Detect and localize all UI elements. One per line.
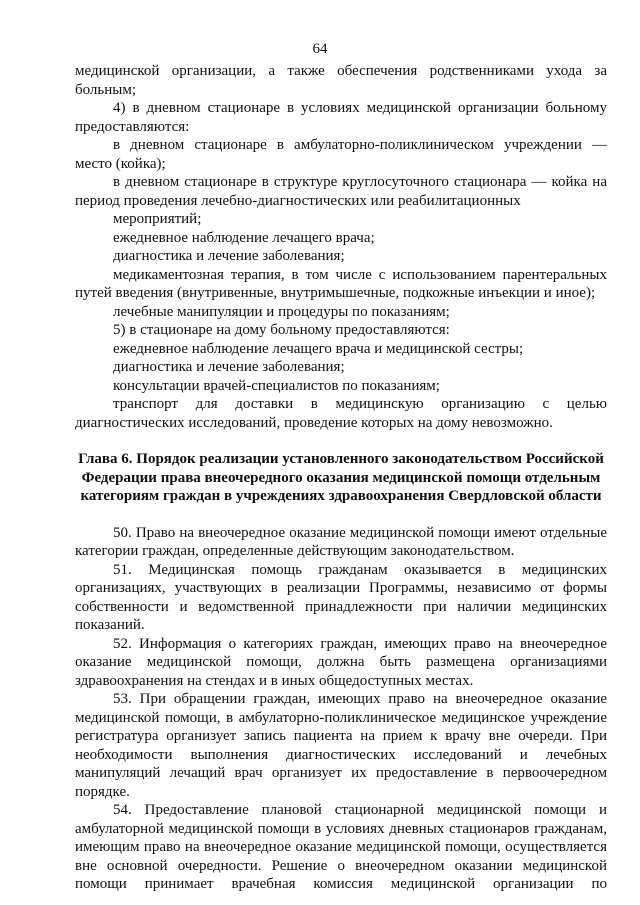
text-line: ежедневное наблюдение лечащего врача; bbox=[113, 229, 375, 246]
section-54: 54. Предоставление плановой стационарной медицинской помощи и амбулаторной медицинской помощи в условиях дневных стационаров гражданам, имеющим право на внеочередное оказание медицинской помощи, осуществляется вне основной очередности. Решение о внеочередном оказании медицинской помощи принимает врачебная комиссия медицинской организации по bbox=[75, 802, 607, 892]
chapter-heading: Глава 6. Порядок реализации установленного законодательством Российской Федерации права внеочередного оказания медицинской помощи отдельным категориям граждан в учреждениях здравоохранения Свердловской области bbox=[78, 451, 604, 504]
text-line: ежедневное наблюдение лечащего врача и медицинской сестры; bbox=[113, 340, 524, 357]
text-line: диагностика и лечение заболевания; bbox=[113, 248, 345, 264]
text-paragraph: в дневном стационаре в структуре круглосуточного стационара — койка на период проведения лечебно-диагностических или реабилитационных bbox=[75, 174, 607, 209]
text-paragraph: медицинской организации, а также обеспечения родственниками ухода за больным; bbox=[75, 63, 607, 98]
text-line: диагностика и лечение заболевания; bbox=[113, 359, 345, 375]
text-line: мероприятий; bbox=[113, 211, 202, 227]
page-content bbox=[75, 62, 607, 894]
text-paragraph: 4) в дневном стационаре в условиях медицинской организации больному предоставляются: bbox=[75, 100, 607, 135]
section-53: 53. При обращении граждан, имеющих право на внеочередное оказание медицинской помощи, в амбулаторно-поликлиническое медицинское учреждение регистратура организует запись пациента на прием к врачу вне очереди. При необходимости выполнения диагностических исследований и лечебных манипуляций лечащий врач организует их предоставление в первоочередном порядке. bbox=[75, 691, 607, 800]
text-line: лечебные манипуляции и процедуры по показаниям; bbox=[113, 303, 450, 320]
text-line: 5) в стационаре на дому больному предоставляются: bbox=[113, 322, 450, 338]
text-paragraph: в дневном стационаре в амбулаторно-поликлиническом учреждении — место (койка); bbox=[75, 137, 607, 172]
section-50: 50. Право на внеочередное оказание медицинской помощи имеют отдельные категории граждан, определенные действующим законодательством. bbox=[75, 524, 607, 559]
section-51: 51. Медицинская помощь гражданам оказывается в медицинских организациях, участвующих в реализации Программы, независимо от формы собственности и ведомственной принадлежности при наличии медицинских показаний. bbox=[75, 561, 607, 633]
section-52: 52. Информация о категориях граждан, имеющих право на внеочередное оказание медицинской помощи, должна быть размещена организациями здравоохранения на стендах и в иных общедоступных местах. bbox=[75, 635, 607, 689]
text-paragraph: транспорт для доставки в медицинскую организацию с целью диагностических исследований, проведение которых на дому невозможно. bbox=[75, 396, 607, 431]
text-line: консультации врачей-специалистов по показаниям; bbox=[113, 377, 440, 394]
text-paragraph: медикаментозная терапия, в том числе с использованием парентеральных путей введения (внутривенные, внутримышечные, подкожные инъекции и иное); bbox=[75, 266, 607, 301]
page-number: 64 bbox=[312, 41, 328, 57]
